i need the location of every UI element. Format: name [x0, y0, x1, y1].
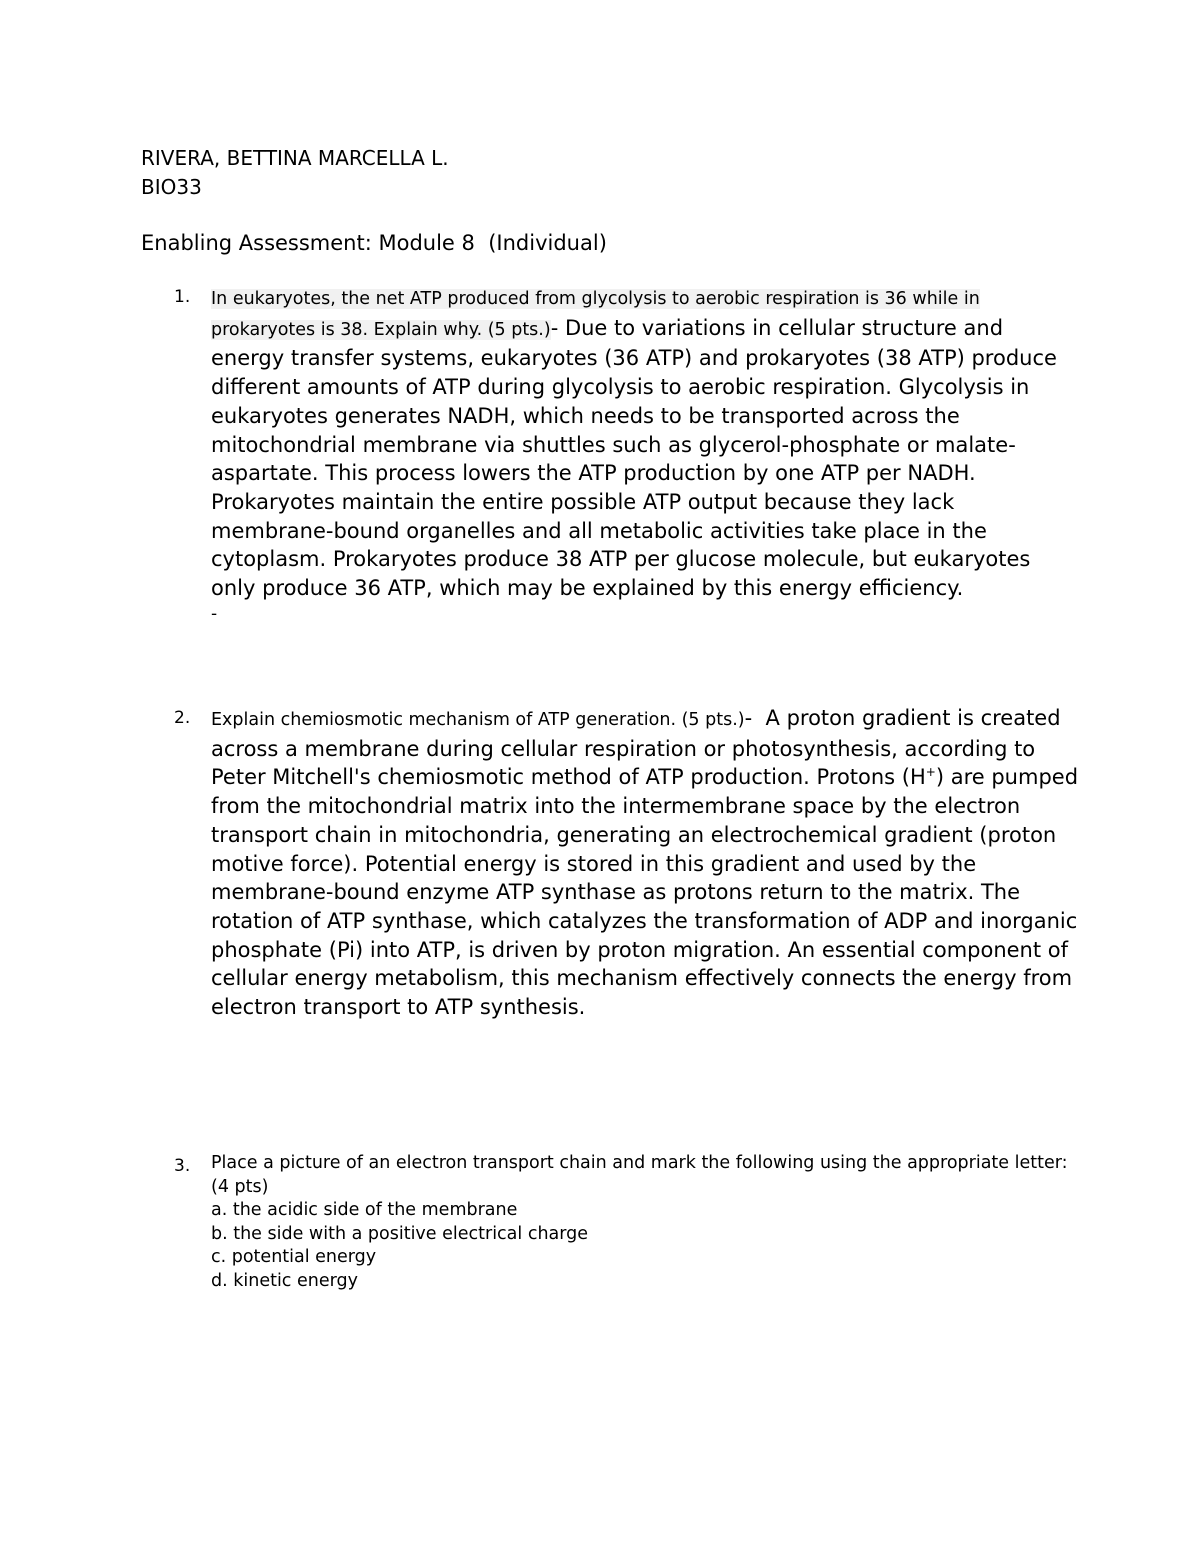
student-name: RIVERA, BETTINA MARCELLA L.	[141, 146, 449, 170]
question-answer-continued: ) are pumped from the mitochondrial matrix into the intermembrane space by the electron transport chain in mitochondria, generating an electrochemical gradient (proton motive force). Potential energy is stored in this gradient and used by the membrane-bound enzyme ATP synthase as protons return to the matrix. The rotation of ATP synthase, which catalyzes the transformation of ADP and inorganic phosphate (Pi) into ATP, is driven by proton migration. An essential component of cellular energy metabolism, this mechanism effectively connects the energy from electron transport to ATP synthesis.	[211, 765, 1079, 1020]
question-prompt: In eukaryotes, the net ATP produced from glycolysis to aerobic respiration is 36 while in prokaryotes is 38. Explain why. (5 pts.)	[211, 289, 980, 340]
question-body	[211, 1152, 1081, 1293]
question-body	[211, 704, 1081, 1022]
option-a: a. the acidic side of the membrane	[211, 1200, 518, 1220]
question-answer: - Due to variations in cellular structure and energy transfer systems, eukaryotes (36 ATP) and prokaryotes (38 ATP) produce different amounts of ATP during glycolysis to aerobic respiration. Glycolysis in eukaryotes generates NADH, which needs to be transported across the mitochondrial membrane via shuttles such as glycerol-phosphate or malate-aspartate. This process lowers the ATP production by one ATP per NADH. Prokaryotes maintain the entire possible ATP output because they lack membrane-bound organelles and all metabolic activities take place in the cytoplasm. Prokaryotes produce 38 ATP per glucose molecule, but eukaryotes only produce 36 ATP, which may be explained by this energy efficiency.	[211, 315, 1057, 601]
question-prompt: Explain chemiosmotic mechanism of ATP generation. (5 pts.)	[211, 710, 745, 730]
course-code: BIO33	[141, 175, 202, 199]
question-body	[211, 283, 1081, 625]
option-b: b. the side with a positive electrical charge	[211, 1223, 589, 1244]
question-number: 2.	[174, 708, 191, 728]
question-number: 1.	[174, 287, 191, 307]
option-d: d. kinetic energy	[211, 1270, 358, 1291]
superscript-plus: +	[925, 765, 936, 780]
assessment-title: Enabling Assessment: Module 8 (Individual)	[141, 231, 607, 255]
option-c: c. potential energy	[211, 1247, 377, 1267]
trailing-dash: -	[211, 603, 218, 624]
question-prompt: Place a picture of an electron transport chain and mark the following using the appropriate letter: (4 pts)	[211, 1153, 1068, 1197]
question-number: 3.	[174, 1156, 191, 1176]
question-answer: - A proton gradient is created across a membrane during cellular respiration or photosynthesis, according to Peter Mitchell's chemiosmotic method of ATP production. Protons (H	[211, 706, 1068, 790]
